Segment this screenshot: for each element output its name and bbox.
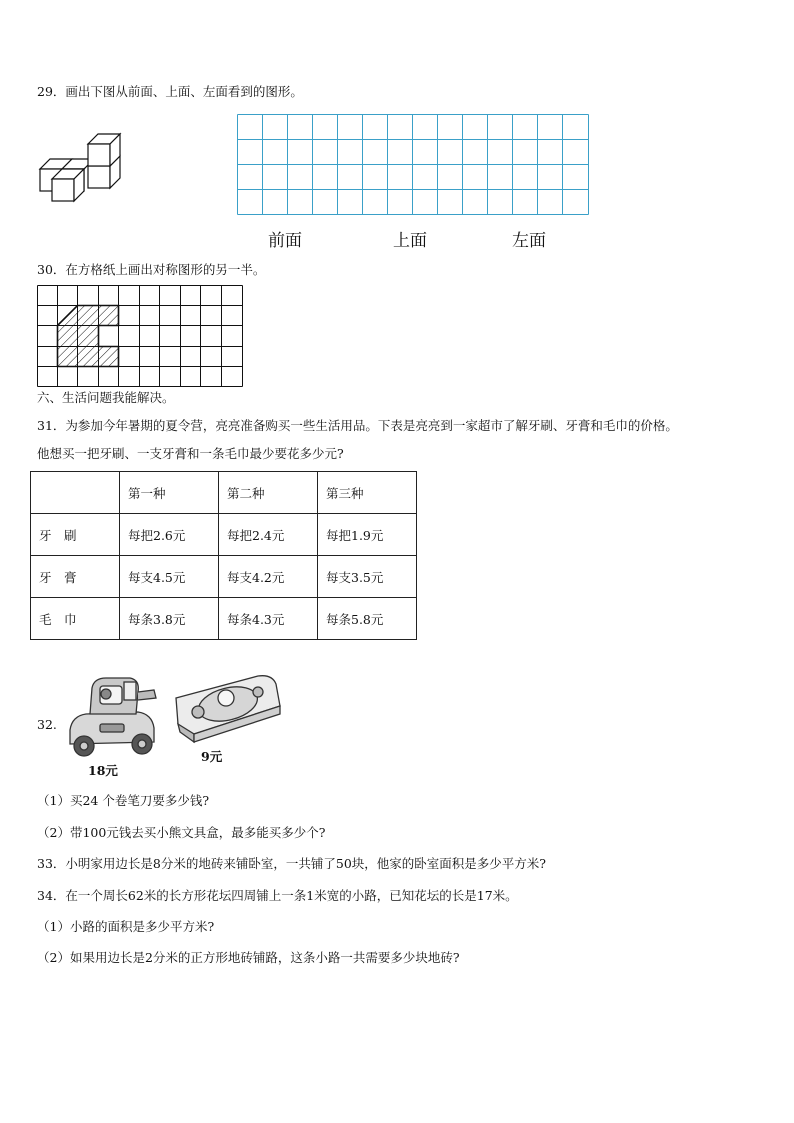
price-table — [30, 471, 417, 640]
q34-sub2: （2）如果用边长是2分米的正方形地砖铺路，这条小路一共需要多少块地砖? — [37, 950, 460, 965]
table-cell: 牙 膏 — [31, 556, 120, 598]
pencil-sharpener-image — [64, 668, 160, 760]
table-header-row — [31, 472, 417, 514]
table-cell: 每条4.3元 — [219, 598, 318, 640]
table-row — [31, 514, 417, 556]
q33-text: 33．小明家用边长是8分米的地砖来铺卧室，一共铺了50块，他家的卧室面积是多少平方米? — [37, 856, 546, 871]
table-row — [31, 556, 417, 598]
sharpener-price: 18元 — [88, 763, 118, 778]
table-cell: 每条5.8元 — [318, 598, 417, 640]
pencil-box-image — [172, 670, 284, 746]
table-header-cell: 第一种 — [120, 472, 219, 514]
q29-text: 29．画出下图从前面、上面、左面看到的图形。 — [37, 84, 303, 99]
table-header-cell — [31, 472, 120, 514]
table-cell: 每条3.8元 — [120, 598, 219, 640]
table-cell: 每把1.9元 — [318, 514, 417, 556]
blue-grid — [237, 114, 589, 216]
table-cell: 每支3.5元 — [318, 556, 417, 598]
view-label-front: 前面 — [268, 231, 302, 251]
cube-figure — [38, 129, 130, 205]
box-price: 9元 — [201, 749, 223, 764]
view-label-left: 左面 — [512, 231, 546, 251]
table-cell: 每把2.6元 — [120, 514, 219, 556]
q34-sub1: （1）小路的面积是多少平方米? — [37, 919, 215, 934]
table-row — [31, 598, 417, 640]
table-cell: 每把2.4元 — [219, 514, 318, 556]
q32-number: 32. — [37, 717, 57, 732]
symmetry-grid — [37, 285, 243, 387]
table-cell: 每支4.2元 — [219, 556, 318, 598]
q31-line2: 他想买一把牙刷、一支牙膏和一条毛巾最少要花多少元? — [37, 446, 344, 461]
section6-title: 六、生活问题我能解决。 — [37, 390, 175, 405]
table-cell: 牙 刷 — [31, 514, 120, 556]
q32-sub2: （2）带100元钱去买小熊文具盒，最多能买多少个? — [37, 825, 326, 840]
q32-sub1: （1）买24 个卷笔刀要多少钱? — [37, 793, 210, 808]
table-cell: 每支4.5元 — [120, 556, 219, 598]
q34-text: 34．在一个周长62米的长方形花坛四周铺上一条1米宽的小路，已知花坛的长是17米。 — [37, 888, 518, 903]
table-cell: 毛 巾 — [31, 598, 120, 640]
table-header-cell: 第三种 — [318, 472, 417, 514]
q31-line1: 31．为参加今年暑期的夏令营，亮亮准备购买一些生活用品。下表是亮亮到一家超市了解牙刷、牙膏和毛巾的价格。 — [37, 418, 678, 433]
hatched-shape — [58, 306, 119, 367]
q30-text: 30．在方格纸上画出对称图形的另一半。 — [37, 262, 266, 277]
view-label-top: 上面 — [393, 231, 427, 251]
table-header-cell: 第二种 — [219, 472, 318, 514]
